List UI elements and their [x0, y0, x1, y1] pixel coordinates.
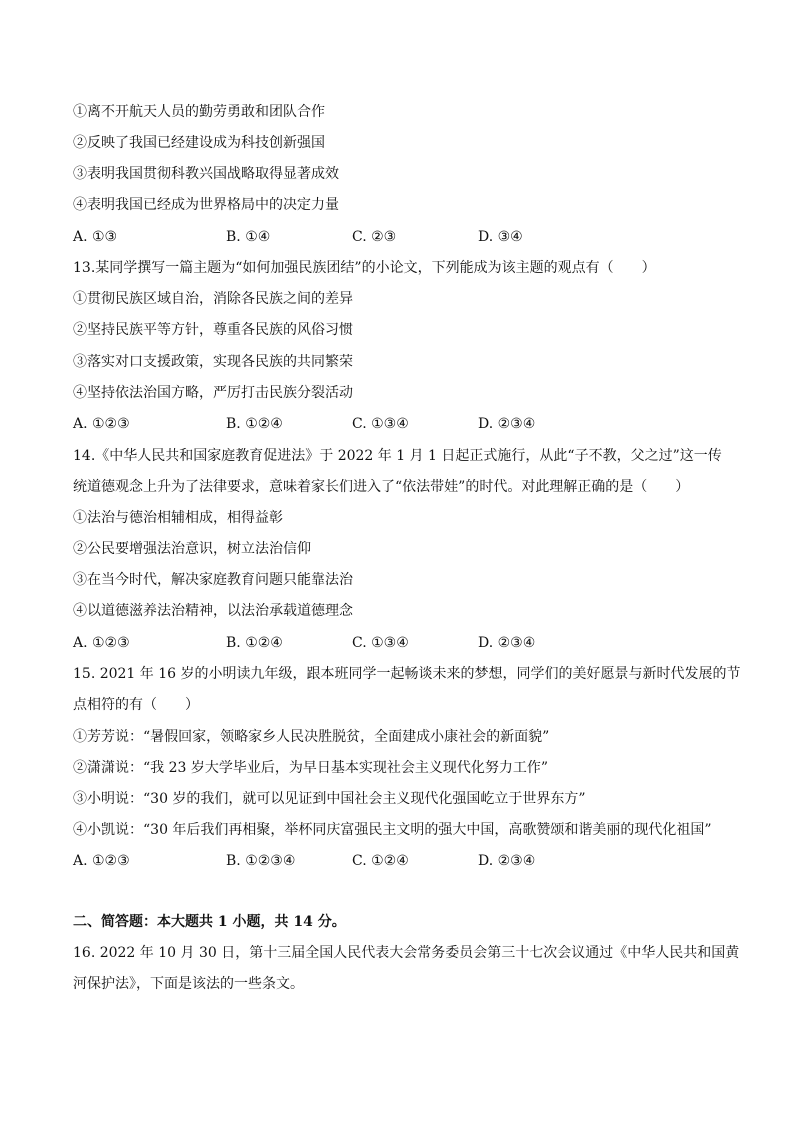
q15-option-b: B. ①②③④ — [226, 853, 296, 869]
q14-statement-3: ③在当今时代，解决家庭教育问题只能靠法治 — [73, 572, 353, 588]
q12-statement-1: ①离不开航天人员的勤劳勇敢和团队合作 — [73, 104, 325, 120]
q14-stem-line-2: 统道德观念上升为了法律要求，意味着家长们进入了“依法带娃”的时代。对此理解正确的是（ ） — [73, 479, 690, 495]
q14-option-a: A. ①②③ — [73, 635, 130, 651]
q14-options — [73, 634, 713, 652]
q15-stem-line-1: 15. 2021 年 16 岁的小明读九年级，跟本班同学一起畅谈未来的梦想，同学们的美好愿景与新时代发展的节 — [73, 666, 741, 682]
q13-statement-1: ①贯彻民族区域自治，消除各民族之间的差异 — [73, 291, 353, 307]
q14-statement-1: ①法治与德治相辅相成，相得益彰 — [73, 510, 283, 526]
q14-statement-4: ④以道德滋养法治精神，以法治承载道德理念 — [73, 603, 353, 619]
q13-options — [73, 415, 713, 433]
q15-option-a: A. ①②③ — [73, 853, 130, 869]
q15-option-d: D. ②③④ — [478, 853, 536, 869]
q12-option-d: D. ③④ — [478, 229, 523, 245]
q12-statement-3: ③表明我国贯彻科教兴国战略取得显著成效 — [73, 166, 339, 182]
q13-statement-2: ②坚持民族平等方针，尊重各民族的风俗习惯 — [73, 322, 353, 338]
q13-option-b: B. ①②④ — [226, 416, 283, 432]
q15-options — [73, 852, 713, 870]
q12-statement-4: ④表明我国已经成为世界格局中的决定力量 — [73, 197, 339, 213]
q15-statement-2: ②潇潇说：“我 23 岁大学毕业后，为早日基本实现社会主义现代化努力工作” — [73, 760, 549, 776]
q15-statement-1: ①芳芳说：“暑假回家，领略家乡人民决胜脱贫，全面建成小康社会的新面貌” — [73, 729, 550, 745]
q15-statement-4: ④小凯说：“30 年后我们再相聚，举杯同庆富强民主文明的强大中国，高歌赞颂和谐美丽的现代化祖国” — [73, 822, 712, 838]
q12-option-a: A. ①③ — [73, 229, 118, 245]
q13-statement-4: ④坚持依法治国方略，严厉打击民族分裂活动 — [73, 385, 353, 401]
q13-stem: 13.某同学撰写一篇主题为“如何加强民族团结”的小论文，下列能成为该主题的观点有（ ） — [73, 260, 656, 276]
q12-option-b: B. ①④ — [226, 229, 271, 245]
q14-statement-2: ②公民要增强法治意识，树立法治信仰 — [73, 541, 311, 557]
q16-stem-line-1: 16. 2022 年 10 月 30 日，第十三届全国人民代表大会常务委员会第三十七次会议通过《中华人民共和国黄 — [73, 945, 740, 961]
q14-stem-line-1: 14.《中华人民共和国家庭教育促进法》于 2022 年 1 月 1 日起正式施行，从此“子不教，父之过”这一传 — [73, 448, 722, 464]
q13-option-d: D. ②③④ — [478, 416, 536, 432]
q16-stem-line-2: 河保护法》，下面是该法的一些条文。 — [73, 976, 304, 992]
q13-statement-3: ③落实对口支援政策，实现各民族的共同繁荣 — [73, 354, 353, 370]
q15-option-c: C. ①②④ — [352, 853, 409, 869]
q14-option-d: D. ②③④ — [478, 635, 536, 651]
q14-option-c: C. ①③④ — [352, 635, 409, 651]
q15-stem-line-2: 点相符的有（ ） — [73, 697, 199, 713]
section-2-title: 二、简答题：本大题共 1 小题，共 14 分。 — [73, 914, 346, 930]
q14-option-b: B. ①②④ — [226, 635, 283, 651]
q12-options — [73, 228, 713, 246]
q13-option-a: A. ①②③ — [73, 416, 130, 432]
q12-statement-2: ②反映了我国已经建设成为科技创新强国 — [73, 135, 325, 151]
q13-option-c: C. ①③④ — [352, 416, 409, 432]
q12-option-c: C. ②③ — [352, 229, 397, 245]
q15-statement-3: ③小明说：“30 岁的我们，就可以见证到中国社会主义现代化强国屹立于世界东方” — [73, 791, 586, 807]
